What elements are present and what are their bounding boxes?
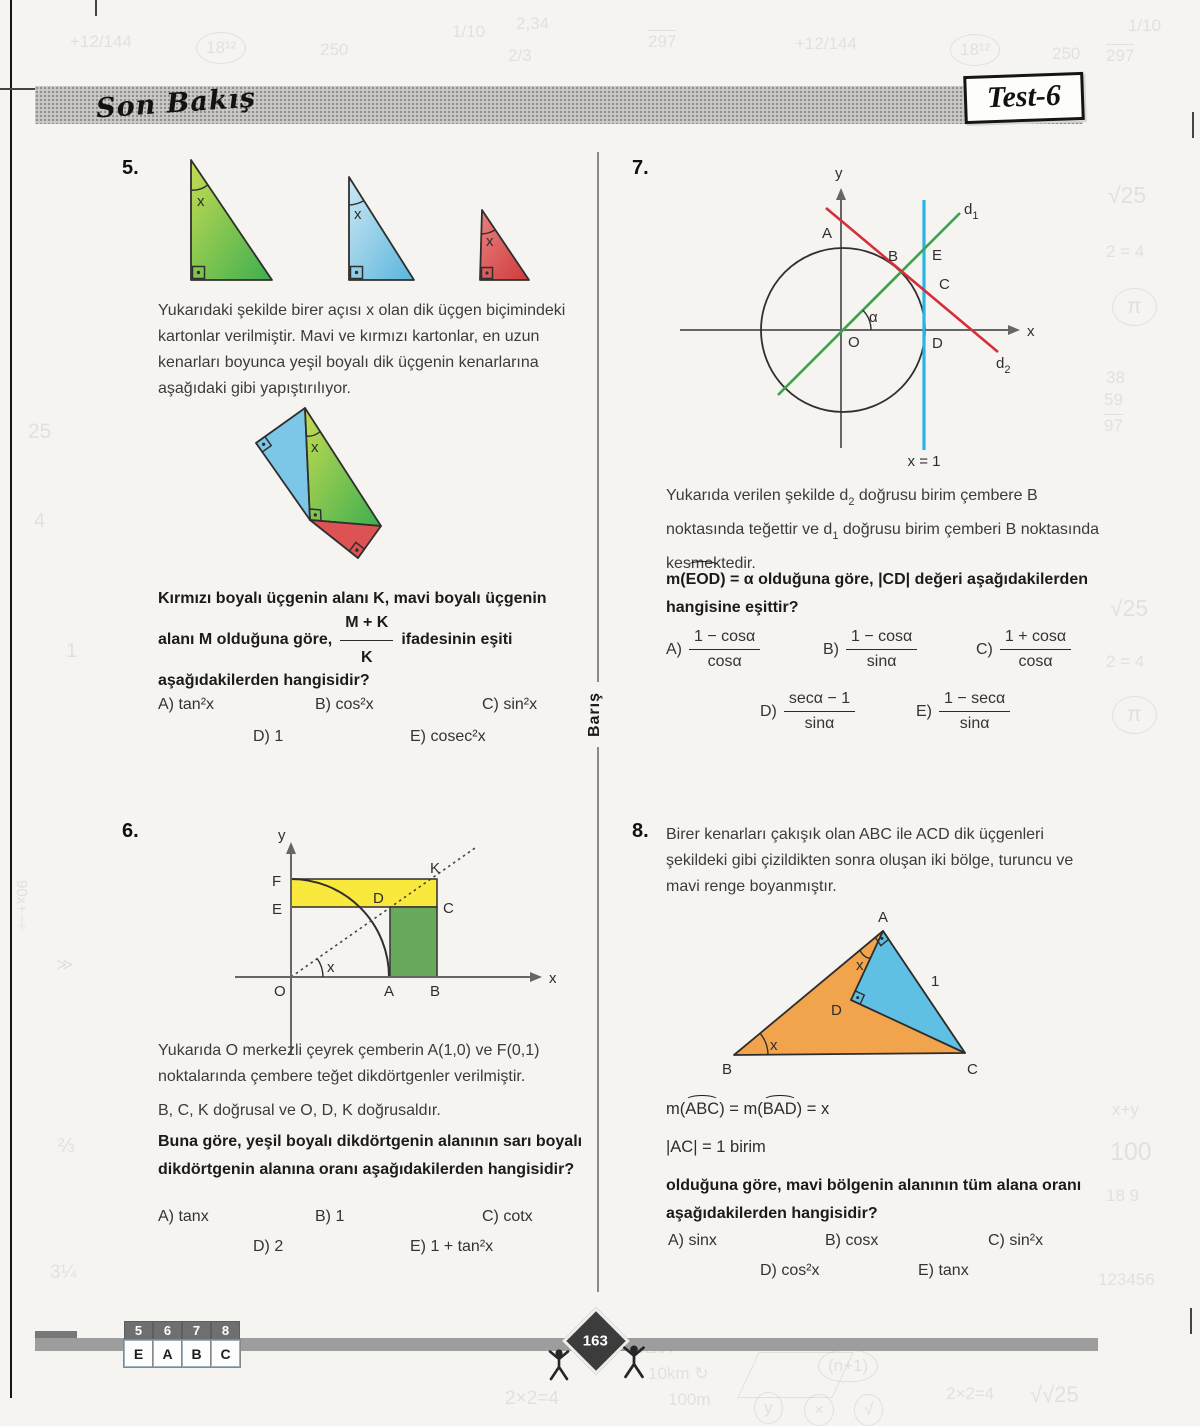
doodle-right-10: 100 [1110,1138,1152,1166]
doodle-right-12: 123456 [1098,1270,1155,1289]
q8-option-b: B) cosx [825,1232,879,1249]
parallelogram-doodle [737,1352,853,1398]
q5-stem-line2: alanı M olduğuna göre, $\frac{M + K}{K}$ ifadesinin eşiti [158,613,610,667]
answer-key-q8: 8 [211,1321,240,1340]
test-label: Test-6 [963,72,1084,124]
crop-mark-right-bottom [1190,1308,1192,1334]
q7-label-y: y [835,165,843,182]
q6-label-B: B [430,983,441,1000]
answer-key-a6: A [153,1340,182,1367]
q6-option-c: C) cotx [482,1208,533,1225]
q6-number: 6. [122,820,139,842]
doodle-bottom-7: × [804,1394,834,1426]
blue-triangle [349,177,414,280]
q6-figure [180,812,580,1062]
q8-option-c: C) sin²x [988,1232,1044,1249]
green-angle-label: x [197,193,205,210]
q6-label-E: E [272,901,283,918]
answer-key-body [124,1340,240,1367]
q6-label-F: F [272,873,282,890]
q6-label-x: x [549,970,557,987]
q7-option-a: A) $\frac{1 - \cos\alpha}{\cos\alpha}$ [666,628,760,671]
doodle-right-9: x+y [1112,1100,1139,1119]
doodle-left-2: 1 [66,640,78,662]
q7-number: 7. [632,157,649,179]
doodle-bottom-8: √ [854,1394,883,1426]
doodle-bottom-3: 100m [668,1390,711,1409]
answer-key-a8: C [211,1340,240,1367]
doodle-top-2: 250 [320,40,349,59]
q8-intro: Birer kenarları çakışık olan ABC ile ACD dik üçgenleri şekildeki gibi çizildikten sonra oluşan iki bölge, turuncu ve mavi renge boyanmıştır. [666,826,1074,895]
doodle-left-5: ⅔ [58,1135,75,1157]
doodle-top-3: 1/10 [452,22,486,41]
q8-option-a: A) sinx [668,1232,717,1249]
d1-line [778,213,960,395]
doodle-top-11: 297 [1106,46,1135,65]
q6-intro1: Yukarıda O merkezli çeyrek çemberin A(1,0) ve F(0,1) noktalarında çembere teğet dikdörtgenler verilmiştir. [158,1042,540,1085]
q8-label-A: A [878,909,889,926]
doodle-top-10: 1/10 [1128,16,1162,35]
q8-stem: olduğuna göre, mavi bölgenin alanının tüm alana oranı aşağıdakilerden hangisidir? [666,1177,1082,1222]
doodle-top-4: 2,34 [516,14,550,33]
doodle-left-1: 4 [34,510,46,532]
combined-green-part [305,408,381,526]
q7-label-d1: $d_1$ [964,201,979,222]
q6-options-row2 [120,1238,590,1264]
doodle-bottom-6: y [754,1392,783,1424]
doodle-left-4: ≫ [56,955,74,974]
q6-label-A: A [384,983,395,1000]
q6-angle-label: x [327,959,335,976]
doodle-top-7: +12/144 [795,34,857,53]
q5-option-c: C) sin²x [482,696,538,713]
doodle-right-1: 2 = 4 [1106,242,1145,261]
doodle-right-5: 97 [1104,416,1123,435]
q5-intro: Yukarıdaki şekilde birer açısı x olan dik üçgen biçimindeki kartonlar verilmiştir. Mavi ve kırmızı kartonlar, en uzun kenarları boyunca yeşil boyalı dik üçgenin kenarlarına aşağıdaki gibi yapıştırılıyor. [158,302,566,397]
jumping-person-icon [620,1344,648,1380]
q7-paragraph: Yukarıda verilen şekilde $d_2$ doğrusu birim çembere B noktasında teğettir ve $d_1$ doğrusu birim çemberi B noktasında kesmektedir. [666,487,1100,572]
q8-options-row1 [655,1232,1125,1258]
doodle-top-5: 2/3 [508,46,532,65]
q7-stem: m(EOD) = α olduğuna göre, |CD| değeri aşağıdakilerden hangisine eşittir? [666,566,1106,622]
q8-option-e: E) tanx [918,1262,969,1279]
doodle-bottom-0: 2×2=4 [505,1388,559,1409]
q8-label-C: C [967,1061,978,1078]
q8-number: 8. [632,820,649,842]
brand-logo: Son Bakış [95,82,257,125]
doodle-top-8: 18¹² [950,34,1000,66]
doodle-left-6: 3¼ [50,1262,77,1283]
green-triangle [191,160,272,280]
q6-label-y: y [278,827,286,844]
answer-key-table [124,1321,240,1367]
q7-option-d: D) $\frac{\sec\alpha - 1}{\sin\alpha}$ [760,690,855,733]
q8-given1: m(ABC) = m(BAD) = x [666,1100,830,1118]
crop-mark-left [0,88,36,90]
q6-label-D: D [373,890,384,907]
answer-key-header [124,1321,240,1340]
doodle-right-7: 2 = 4 [1106,652,1145,671]
q7-label-alpha: α [869,309,878,326]
q7-label-d2: $d_2$ [996,355,1011,376]
crop-mark-right-top [1192,112,1194,138]
q7-label-C: C [939,276,950,293]
q5-options-row1 [120,696,590,722]
answer-key-a7: B [182,1340,211,1367]
q7-option-c: C) $\frac{1 + \cos\alpha}{\cos\alpha}$ [976,628,1071,671]
q6-option-d: D) 2 [253,1238,284,1255]
doodle-left-0: 25 [28,420,52,443]
angle-ABC: ABC [685,1100,720,1118]
q5-options-row2 [120,728,590,754]
q7-figure [658,158,1078,473]
q6-option-b: B) 1 [315,1208,345,1225]
doodle-top-1: 18¹² [196,32,246,64]
doodle-bottom-4: (n+1) [818,1350,878,1382]
angle-BAD: BAD [762,1100,797,1118]
q8-angle-xa: x [856,957,864,974]
q8-figure [688,898,1068,1093]
q5-stem-line3: aşağıdakilerden hangisidir? [158,672,370,689]
q5-option-b: B) cos²x [315,696,374,713]
q7-label-O: O [848,334,860,351]
angle-EOD: EOD [686,566,721,594]
doodle-bottom-9: 2×2=4 [946,1384,995,1403]
q6-intro2: B, C, K doğrusal ve O, D, K doğrusaldır. [158,1102,441,1119]
answer-key-a5: E [124,1340,153,1367]
q7-label-x: x [1027,323,1035,340]
q6-stem: Buna göre, yeşil boyalı dikdörtgenin alanının sarı boyalı dikdörtgenin alanına oranı aşağıdakilerden hangisidir? [158,1133,583,1178]
q8-option-d: D) cos²x [760,1262,820,1279]
page-edge-line [10,0,12,1398]
doodle-right-3: 38 [1106,368,1125,387]
answer-key-q5: 5 [124,1321,153,1340]
doodle-right-2: π [1112,288,1157,326]
crop-mark-top [95,0,97,16]
doodle-bottom-5: √√25 [1030,1382,1079,1407]
q5-option-e: E) cosec²x [410,728,486,745]
q5-combined-figure [228,400,408,575]
q7-option-e: E) $\frac{1 - \sec\alpha}{\sin\alpha}$ [916,690,1010,733]
jumping-person-icon [546,1348,572,1382]
q5-stem-fraction: $\frac{M + K}{K}$ [340,609,393,672]
q5-option-d: D) 1 [253,728,284,745]
yellow-rectangle [291,879,437,907]
q6-option-e: E) 1 + tan²x [410,1238,494,1255]
q6-label-C: C [443,900,454,917]
doodle-top-0: +12/144 [70,32,132,51]
q7-label-xeq1: x = 1 [907,453,941,470]
doodle-right-4: 59 [1104,390,1123,409]
page-number: 163 [583,1332,609,1350]
q6-option-a: A) tanx [158,1208,209,1225]
q7-label-A: A [822,225,833,242]
doodle-bottom-2: 10km ↻ [648,1364,709,1383]
q8-label-one: 1 [931,973,940,990]
doodle-right-11: 18 9 [1106,1186,1140,1205]
q5-number: 5. [122,157,139,179]
q8-options-row2 [655,1262,1125,1288]
q6-label-K: K [430,860,441,877]
q5-option-a: A) tan²x [158,696,215,713]
doodle-top-9: 250 [1052,44,1081,63]
doodle-right-8: π [1112,696,1157,734]
q7-label-E: E [932,247,943,264]
q8-label-D: D [831,1002,842,1019]
publisher-watermark: Barış [586,682,604,747]
q5-stem-line1: Kırmızı boyalı üçgenin alanı K, mavi boyalı üçgenin [158,590,547,607]
combined-red-part [310,520,381,558]
doodle-top-6: 297 [648,32,677,51]
red-angle-label: x [486,233,494,250]
q7-option-b: B) $\frac{1 - \cos\alpha}{\sin\alpha}$ [823,628,917,671]
q5-stem [158,585,610,695]
doodle-left-3: 90x+−÷ [13,880,30,930]
q8-label-B: B [722,1061,733,1078]
q5-triangles-figure [160,155,550,295]
q6-label-O: O [274,983,286,1000]
q7-label-B: B [888,248,899,265]
blue-angle-label: x [354,206,362,223]
q8-angle-xb: x [770,1037,778,1054]
combined-angle-label: x [311,439,319,456]
answer-key-q6: 6 [153,1321,182,1340]
doodle-right-6: √25 [1110,595,1149,621]
green-rectangle [390,907,437,977]
q8-given2: |AC| = 1 birim [666,1138,766,1156]
combined-blue-part [256,408,310,520]
answer-key-q7: 7 [182,1321,211,1340]
doodle-right-0: √25 [1108,182,1147,208]
q7-label-D: D [932,335,943,352]
q6-options-row1 [120,1208,590,1234]
